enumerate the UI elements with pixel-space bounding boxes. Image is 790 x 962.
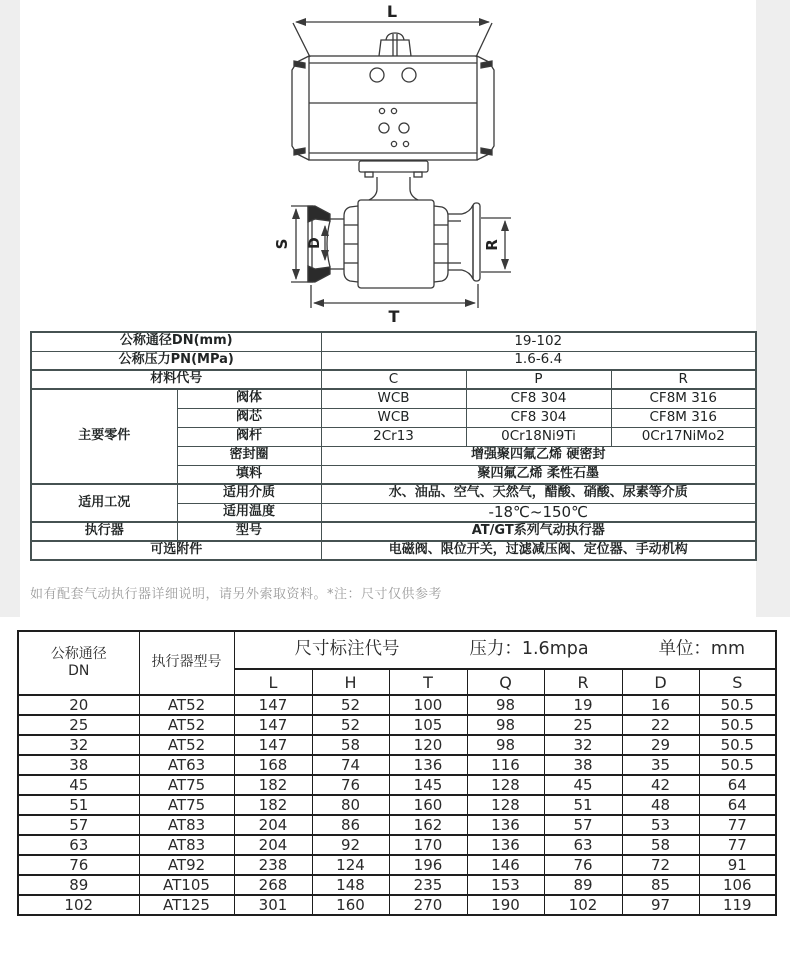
table-cell: 102: [18, 895, 139, 915]
table-cell: 136: [467, 835, 544, 855]
table-cell: 204: [234, 815, 312, 835]
table-cell: 106: [699, 875, 776, 895]
dn-header-line2: DN: [68, 663, 90, 679]
footnote: 如有配套气动执行器详细说明，请另外索取资料。*注：尺寸仅供参考: [30, 587, 443, 602]
packing-label: 填料: [177, 465, 321, 484]
table-cell: 270: [389, 895, 467, 915]
table-cell: 196: [389, 855, 467, 875]
table-cell: 80: [312, 795, 389, 815]
dims-header-row-1: [18, 631, 776, 669]
table-cell: 51: [18, 795, 139, 815]
table-cell: 136: [467, 815, 544, 835]
col-header-R: R: [544, 669, 622, 695]
table-row: [18, 895, 776, 915]
table-row: [18, 855, 776, 875]
spec-row-dn: [31, 332, 756, 351]
table-cell: 128: [467, 775, 544, 795]
table-cell: 51: [544, 795, 622, 815]
dn-label: 公称通径DN(mm): [31, 332, 321, 351]
dims-table-body: [18, 695, 776, 915]
table-cell: 76: [544, 855, 622, 875]
spec-row-material: [31, 370, 756, 389]
actuator-model-column-header: 执行器型号: [139, 631, 234, 695]
table-cell: 89: [18, 875, 139, 895]
temp-value: -18℃~150℃: [321, 503, 756, 522]
table-cell: 45: [544, 775, 622, 795]
table-cell: 102: [544, 895, 622, 915]
table-cell: 50.5: [699, 715, 776, 735]
body-c: WCB: [321, 389, 466, 408]
col-header-D: D: [622, 669, 699, 695]
table-cell: 86: [312, 815, 389, 835]
table-cell: AT52: [139, 715, 234, 735]
table-cell: 91: [699, 855, 776, 875]
table-cell: 100: [389, 695, 467, 715]
col-header-Q: Q: [467, 669, 544, 695]
table-cell: AT105: [139, 875, 234, 895]
table-cell: 204: [234, 835, 312, 855]
table-cell: 190: [467, 895, 544, 915]
dim-label-T: T: [388, 307, 400, 326]
table-row: [18, 775, 776, 795]
table-cell: 42: [622, 775, 699, 795]
table-row: [18, 735, 776, 755]
dim-label-S: S: [273, 238, 291, 250]
spec-table: [30, 331, 757, 561]
stem-label: 阀杆: [177, 427, 321, 446]
table-cell: 98: [467, 715, 544, 735]
table-cell: AT83: [139, 835, 234, 855]
table-cell: 57: [18, 815, 139, 835]
table-cell: 38: [544, 755, 622, 775]
table-cell: 124: [312, 855, 389, 875]
table-cell: 20: [18, 695, 139, 715]
dim-label-R: R: [483, 239, 501, 251]
body-r: CF8M 316: [611, 389, 756, 408]
seal-value: 增强聚四氟乙烯 硬密封: [321, 446, 756, 465]
table-cell: 76: [312, 775, 389, 795]
table-row: [18, 715, 776, 735]
table-cell: 25: [544, 715, 622, 735]
table-cell: 32: [544, 735, 622, 755]
core-c: WCB: [321, 408, 466, 427]
accessory-label: 可选附件: [31, 541, 321, 560]
table-cell: 120: [389, 735, 467, 755]
table-cell: 119: [699, 895, 776, 915]
table-cell: 238: [234, 855, 312, 875]
pressure-label: 压力：1.6mpa: [469, 639, 589, 660]
table-cell: 48: [622, 795, 699, 815]
table-cell: 147: [234, 695, 312, 715]
table-cell: 85: [622, 875, 699, 895]
table-cell: 52: [312, 715, 389, 735]
table-cell: 19: [544, 695, 622, 715]
table-cell: AT92: [139, 855, 234, 875]
pn-value: 1.6-6.4: [321, 351, 756, 370]
stem-p: 0Cr18Ni9Ti: [466, 427, 611, 446]
table-cell: 147: [234, 715, 312, 735]
table-cell: 235: [389, 875, 467, 895]
table-cell: 63: [544, 835, 622, 855]
table-cell: 29: [622, 735, 699, 755]
dim-code-label: 尺寸标注代号: [294, 639, 400, 660]
table-cell: 50.5: [699, 695, 776, 715]
material-r: R: [611, 370, 756, 389]
table-cell: 16: [622, 695, 699, 715]
table-cell: AT52: [139, 735, 234, 755]
table-cell: 50.5: [699, 755, 776, 775]
dim-label-L: L: [386, 2, 398, 21]
table-cell: AT75: [139, 795, 234, 815]
table-cell: AT125: [139, 895, 234, 915]
spec-row-accessory: [31, 541, 756, 560]
table-cell: 45: [18, 775, 139, 795]
table-cell: AT63: [139, 755, 234, 775]
table-cell: AT52: [139, 695, 234, 715]
dn-header-line1: 公称通径: [50, 645, 107, 662]
table-cell: 50.5: [699, 735, 776, 755]
table-row: [18, 815, 776, 835]
table-cell: 92: [312, 835, 389, 855]
table-cell: 98: [467, 695, 544, 715]
dn-column-header: [18, 631, 139, 695]
table-cell: 77: [699, 835, 776, 855]
col-header-L: L: [234, 669, 312, 695]
accessory-value: 电磁阀、限位开关，过滤减压阀、定位器、手动机构: [321, 541, 756, 560]
stem-r: 0Cr17NiMo2: [611, 427, 756, 446]
table-cell: 301: [234, 895, 312, 915]
table-cell: 64: [699, 795, 776, 815]
stem-c: 2Cr13: [321, 427, 466, 446]
table-cell: 77: [699, 815, 776, 835]
spec-row-pn: [31, 351, 756, 370]
dimension-table: [17, 630, 777, 916]
table-cell: 76: [18, 855, 139, 875]
merged-header: [234, 631, 776, 669]
media-value: 水、油品、空气、天然气，醋酸、硝酸、尿素等介质: [321, 484, 756, 503]
table-cell: 35: [622, 755, 699, 775]
dn-value: 19-102: [321, 332, 756, 351]
table-cell: 32: [18, 735, 139, 755]
condition-label: 适用工况: [31, 484, 177, 522]
table-cell: 147: [234, 735, 312, 755]
table-cell: 116: [467, 755, 544, 775]
table-cell: 168: [234, 755, 312, 775]
table-cell: 170: [389, 835, 467, 855]
media-label: 适用介质: [177, 484, 321, 503]
table-cell: AT75: [139, 775, 234, 795]
table-cell: 128: [467, 795, 544, 815]
dim-label-D: D: [307, 237, 323, 249]
body-label: 阀体: [177, 389, 321, 408]
core-label: 阀芯: [177, 408, 321, 427]
table-cell: 38: [18, 755, 139, 775]
valve-technical-drawing: [0, 0, 790, 330]
table-cell: 145: [389, 775, 467, 795]
packing-value: 聚四氟乙烯 柔性石墨: [321, 465, 756, 484]
table-cell: 72: [622, 855, 699, 875]
table-row: [18, 755, 776, 775]
table-cell: 153: [467, 875, 544, 895]
table-cell: 182: [234, 775, 312, 795]
material-label: 材料代号: [31, 370, 321, 389]
table-cell: 162: [389, 815, 467, 835]
table-cell: 182: [234, 795, 312, 815]
table-cell: 53: [622, 815, 699, 835]
table-cell: 22: [622, 715, 699, 735]
table-cell: 98: [467, 735, 544, 755]
col-header-T: T: [389, 669, 467, 695]
table-cell: 105: [389, 715, 467, 735]
table-cell: 63: [18, 835, 139, 855]
table-cell: 97: [622, 895, 699, 915]
table-cell: 148: [312, 875, 389, 895]
unit-label: 单位：mm: [658, 639, 746, 660]
core-r: CF8M 316: [611, 408, 756, 427]
material-c: C: [321, 370, 466, 389]
pn-label: 公称压力PN(MPa): [31, 351, 321, 370]
model-label: 型号: [177, 522, 321, 541]
table-cell: 146: [467, 855, 544, 875]
col-header-S: S: [699, 669, 776, 695]
table-cell: 160: [389, 795, 467, 815]
table-cell: 64: [699, 775, 776, 795]
table-cell: 57: [544, 815, 622, 835]
actuator-label: 执行器: [31, 522, 177, 541]
table-row: [18, 875, 776, 895]
spec-row-actuator: [31, 522, 756, 541]
model-value: AT/GT系列气动执行器: [321, 522, 756, 541]
table-cell: 89: [544, 875, 622, 895]
table-row: [18, 695, 776, 715]
table-cell: 58: [312, 735, 389, 755]
table-cell: 25: [18, 715, 139, 735]
table-cell: 136: [389, 755, 467, 775]
body-p: CF8 304: [466, 389, 611, 408]
spec-row-body: [31, 389, 756, 408]
parts-label: 主要零件: [31, 389, 177, 484]
table-row: [18, 835, 776, 855]
table-cell: 52: [312, 695, 389, 715]
spec-row-media: [31, 484, 756, 503]
table-cell: 74: [312, 755, 389, 775]
col-header-H: H: [312, 669, 389, 695]
table-cell: 268: [234, 875, 312, 895]
table-cell: AT83: [139, 815, 234, 835]
table-cell: 160: [312, 895, 389, 915]
temp-label: 适用温度: [177, 503, 321, 522]
core-p: CF8 304: [466, 408, 611, 427]
material-p: P: [466, 370, 611, 389]
table-row: [18, 795, 776, 815]
seal-label: 密封圈: [177, 446, 321, 465]
table-cell: 58: [622, 835, 699, 855]
